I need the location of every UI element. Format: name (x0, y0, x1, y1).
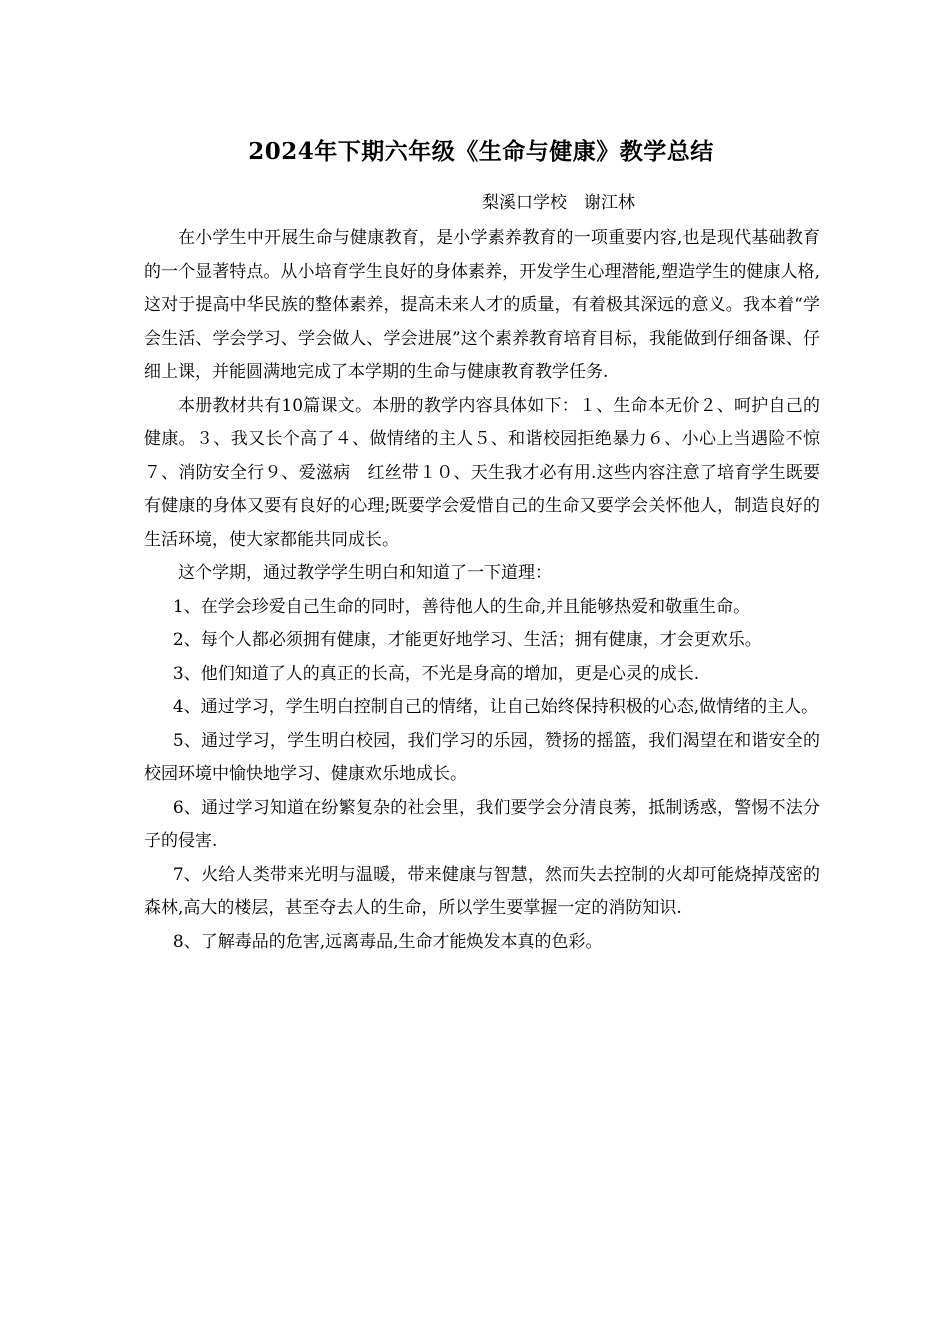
document-author: 梨溪口学校 谢江林 (482, 193, 635, 213)
list-item: 1、在学会珍爱自己生命的同时，善待他人的生命,并且能够热爱和敬重生命。 (172, 596, 751, 617)
lessons-learned-intro: 这个学期，通过教学学生明白和知道了一下道理： (178, 563, 552, 583)
list-item: 3、他们知道了人的真正的长高，不光是身高的增加，更是心灵的成长. (172, 663, 700, 684)
list-item: 4、通过学习，学生明白控制自己的情绪，让自己始终保持积极的心态,做情绪的主人。 (172, 697, 819, 717)
list-item: 6、通过学习知道在纷繁复杂的社会里，我们要学会分清良莠，抵制诱惑，警惕不法分子的侵害. (144, 797, 820, 851)
document-title: 2024年下期六年级《生命与健康》教学总结 (248, 138, 714, 165)
textbook-contents-paragraph: 本册教材共有10篇课文。本册的教学内容具体如下：１、生命本无价２、呵护自己的 健康。３、我又长个高了４、做情绪的主人５、和谐校园拒绝暴力６、小心上当遇险不惊７、消防安全行９、爱滋病 红丝带１０、天生我才必有用.这些内容注意了培育学生既要有健康的身体又要有良好的心理;既要学会爱惜自己的生命又要学会关怀他人，制造良好的生活环境，使大家都能共同成长。 (144, 395, 837, 550)
intro-paragraph: 在小学生中开展生命与健康教育，是小学素养教育的一项重要内容,也是现代基础教育的一个显著特点。从小培育学生良好的身体素养，开发学生心理潜能,塑造学生的健康人格,这对于提高中华民族的整体素养，提高未来人才的质量，有着极其深远的意义。我本着“学会生活、学会学习、学会做人、学会进展”这个素养教育培育目标，我能做到仔细备课、仔细上课，并能圆满地完成了本学期的生命与健康教育教学任务. (144, 228, 820, 382)
list-item: 5、通过学习，学生明白校园，我们学习的乐园，赞扬的摇篮，我们渴望在和谐安全的校园环境中愉快地学习、健康欢乐地成长。 (144, 730, 820, 784)
list-item: 7、火给人类带来光明与温暖，带来健康与智慧，然而失去控制的火却可能烧掉茂密的森林,高大的楼层，甚至夺去人的生命，所以学生要掌握一定的消防知识. (144, 864, 820, 918)
list-item: 8、了解毒品的危害,远离毒品,生命才能焕发本真的色彩。 (172, 931, 603, 952)
list-item: 2、每个人都必须拥有健康，才能更好地学习、生活；拥有健康，才会更欢乐。 (172, 630, 762, 650)
document-body (144, 222, 837, 959)
